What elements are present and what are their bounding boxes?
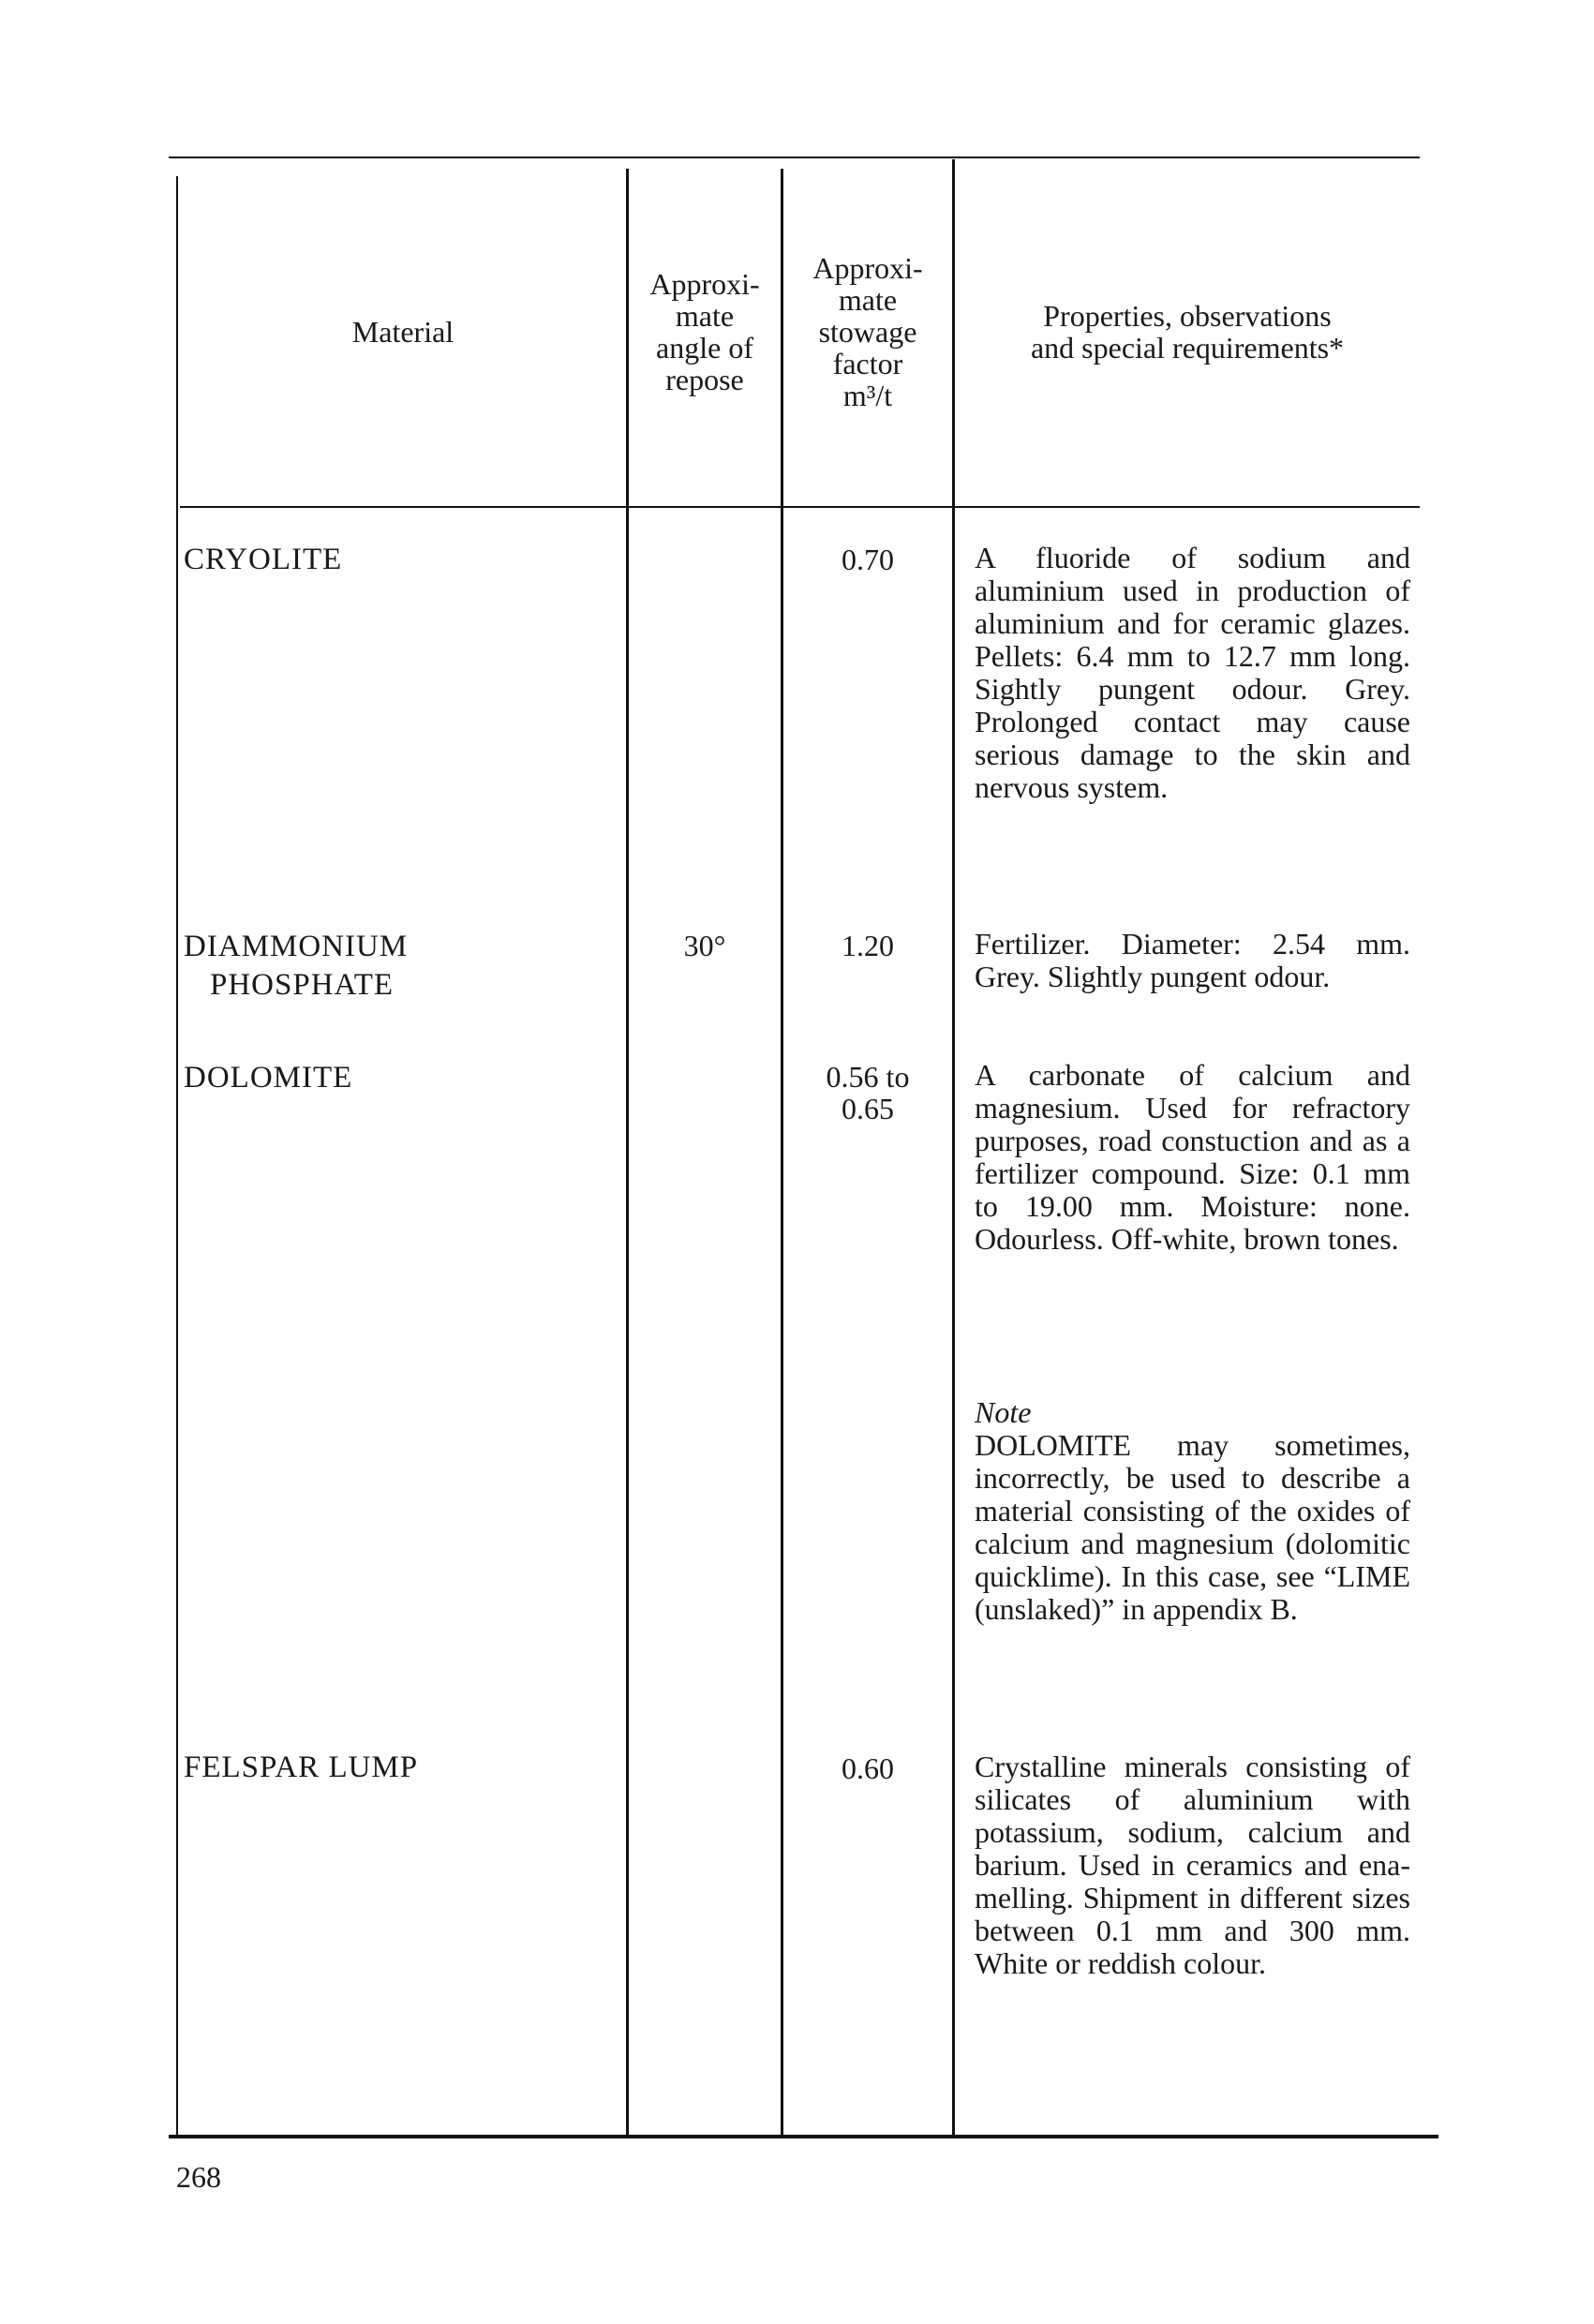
material-name: CRYOLITE bbox=[184, 543, 343, 576]
table-top-rule bbox=[169, 156, 1420, 158]
properties-paragraph: A fluoride of sodium and aluminium used in production of aluminium and for ceramic glazes. Pellets: 6.4 mm to 12.7 mm long. Sightly pungent odour. Grey. Prolonged contact may cause serious damage to the skin and nervous system. bbox=[975, 541, 1410, 804]
header-material bbox=[180, 159, 626, 504]
material-name: DIAMMONIUM bbox=[184, 930, 409, 963]
header-bottom-rule bbox=[180, 506, 1420, 508]
properties-text bbox=[975, 1750, 1410, 1980]
stowage-value-line: 0.60 bbox=[842, 1751, 894, 1785]
header-stowage-line: Approxi- bbox=[812, 251, 923, 285]
stowage-factor-value bbox=[783, 1061, 952, 1125]
stowage-value-line: 0.65 bbox=[842, 1092, 894, 1125]
header-stowage-factor bbox=[783, 159, 952, 504]
stowage-factor-value bbox=[783, 1752, 952, 1784]
note-block bbox=[975, 1396, 1410, 1626]
stowage-value-line: 0.56 to bbox=[826, 1060, 910, 1094]
header-properties bbox=[955, 159, 1420, 504]
material-name: FELSPAR LUMP bbox=[184, 1750, 419, 1784]
header-properties-line: and special requirements* bbox=[1030, 331, 1345, 365]
table-row-material bbox=[184, 541, 342, 579]
material-name-continuation: PHOSPHATE bbox=[210, 968, 395, 1002]
properties-paragraph: Crystalline minerals consisting of silicates of aluminium with potassium, sodium, calcium and barium. Used in ceramics and enamelling. Shipment in different sizes between 0.1 mm and 300 mm. White or reddish colour. bbox=[975, 1750, 1410, 1980]
properties-paragraph: A carbonate of calcium and magnesium. Used for refractory purposes, road constuction and as a fertilizer compound. Size: 0.1 mm to 19.00 mm. Moisture: none. Odourless. Off-white, brown tones. bbox=[975, 1058, 1410, 1256]
header-angle-line: angle of bbox=[656, 331, 753, 365]
table-row-material bbox=[184, 1059, 352, 1097]
stowage-factor-value bbox=[783, 544, 952, 575]
properties-text bbox=[975, 928, 1410, 993]
material-name: DOLOMITE bbox=[184, 1061, 353, 1095]
note-title: Note bbox=[975, 1395, 1032, 1429]
header-stowage-line: m³/t bbox=[842, 379, 893, 412]
angle-of-repose-value bbox=[629, 930, 781, 961]
header-angle-line: repose bbox=[665, 363, 744, 396]
table-row-material bbox=[184, 1749, 418, 1787]
stowage-factor-value bbox=[783, 930, 952, 961]
header-stowage-line: factor bbox=[832, 347, 903, 380]
page-number: 268 bbox=[176, 2160, 221, 2194]
properties-text bbox=[975, 542, 1410, 804]
note-text: DOLOMITE may sometimes, incorrectly, be used to describe a material consisting of the oxides of calcium and magnesium (dolomitic quicklime). In this case, see “LIME (unslaked)” in appendix B. bbox=[975, 1428, 1410, 1626]
stowage-value-line: 0.70 bbox=[842, 543, 894, 576]
header-angle-line: mate bbox=[675, 299, 735, 333]
table-row-material bbox=[184, 928, 408, 1005]
header-stowage-line: stowage bbox=[818, 315, 917, 349]
header-angle-of-repose bbox=[629, 159, 781, 504]
header-properties-line: Properties, observations bbox=[1043, 299, 1332, 333]
properties-paragraph: Fertilizer. Diameter: 2.54 mm. Grey. Slightly pungent odour. bbox=[975, 927, 1410, 993]
properties-text bbox=[975, 1059, 1410, 1256]
header-stowage-line: mate bbox=[838, 283, 898, 317]
angle-value: 30° bbox=[683, 929, 726, 962]
stowage-value-line: 1.20 bbox=[842, 929, 894, 962]
table-left-rule bbox=[176, 176, 178, 2137]
header-angle-line: Approxi- bbox=[649, 267, 760, 301]
header-material-label: Material bbox=[351, 315, 454, 349]
table-bottom-rule bbox=[169, 2135, 1438, 2138]
